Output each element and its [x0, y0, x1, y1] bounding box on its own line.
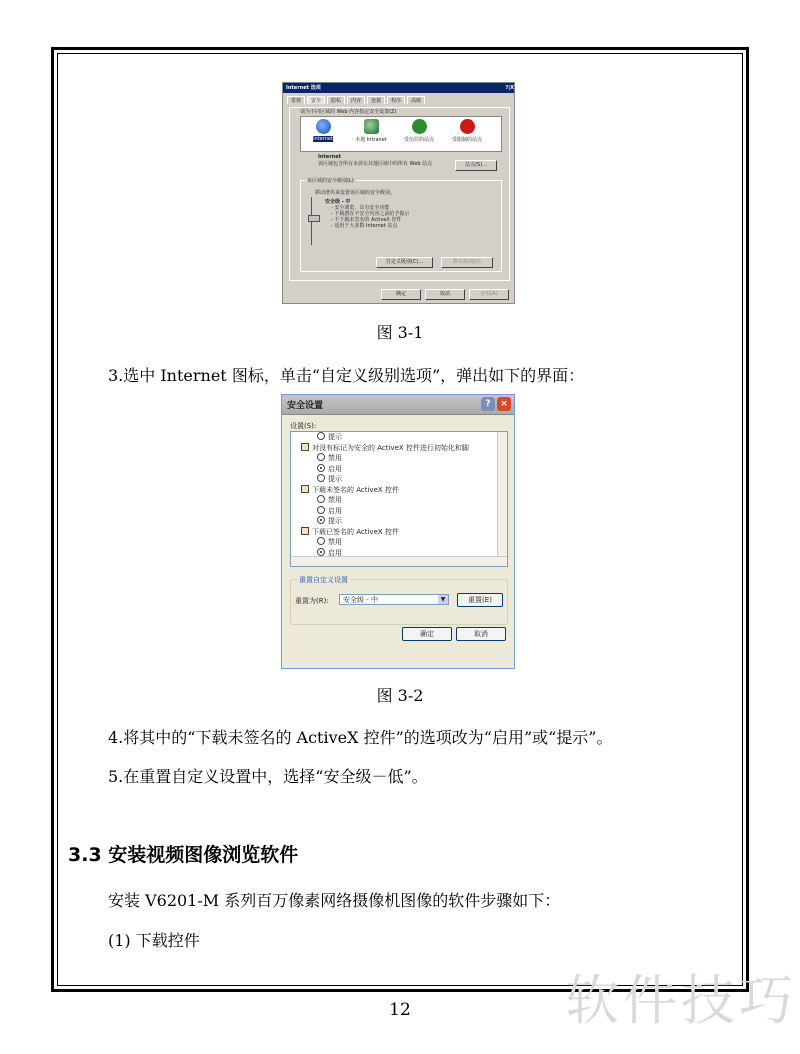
vertical-scrollbar[interactable]: [497, 432, 507, 556]
zone-trusted-sites[interactable]: [401, 119, 437, 143]
setting-icon: [301, 485, 309, 493]
reset-level-select[interactable]: [339, 594, 449, 605]
globe-icon: [316, 119, 331, 134]
list-item-label: 启用: [328, 548, 342, 557]
radio-icon: [317, 432, 325, 440]
level-items: [331, 205, 409, 229]
radio-selected-icon: [317, 464, 325, 472]
settings-label: 设置(S):: [290, 422, 317, 430]
list-item-label: 对没有标记为安全的 ActiveX 控件进行初始化和脚: [312, 443, 469, 452]
local-intranet-icon: [364, 119, 379, 134]
zone-label: 受信任的站点: [403, 137, 434, 143]
reset-to-label: 重置为(R):: [295, 597, 329, 605]
radio-icon: [317, 537, 325, 545]
list-item-1: (1) 下载控件: [108, 931, 200, 950]
list-item-label: 提示: [328, 475, 342, 483]
zone-label: 本地 Intranet: [355, 137, 387, 143]
security-settings-dialog: [281, 394, 515, 669]
apply-button[interactable]: 应用(A): [469, 289, 509, 300]
close-icon[interactable]: ×: [497, 397, 511, 411]
level-group-title: 该区域的安全级别(L): [307, 178, 354, 184]
tab-privacy[interactable]: 隐私: [327, 96, 345, 104]
cancel-button[interactable]: 取消: [425, 289, 465, 300]
title-buttons: [481, 397, 511, 411]
help-icon[interactable]: ?: [481, 397, 495, 411]
level-hint: 移动滑块来设置该区域的安全级别。: [315, 190, 396, 196]
tab-security[interactable]: 安全: [307, 96, 325, 104]
list-item[interactable]: [291, 464, 507, 475]
step-4-text: 4.将其中的“下载未签名的 ActiveX 控件”的选项改为“启用”或“提示”。: [108, 728, 613, 747]
level-item: - 不下载未签名的 ActiveX 控件: [331, 217, 402, 223]
list-item-label: 下载未签名的 ActiveX 控件: [312, 485, 399, 494]
page-number: 12: [389, 1000, 411, 1020]
reset-level-value: 安全级 - 中: [343, 596, 378, 604]
list-item-label: 禁用: [328, 454, 342, 462]
list-item-label: 启用: [328, 506, 342, 515]
tab-programs[interactable]: 程序: [387, 96, 405, 104]
default-level-button[interactable]: 默认级别(D): [441, 257, 493, 268]
setting-icon: [301, 443, 309, 451]
figure-caption-3-2: 图 3-2: [376, 686, 424, 705]
zone-list: [300, 116, 502, 152]
list-item[interactable]: [291, 506, 507, 517]
radio-selected-icon: [317, 548, 325, 556]
intro-text: 安装 V6201-M 系列百万像素网络摄像机图像的软件步骤如下：: [108, 891, 561, 910]
radio-selected-icon: [317, 516, 325, 524]
list-item-label: 下载已签名的 ActiveX 控件: [312, 527, 399, 536]
list-item[interactable]: [291, 432, 507, 443]
sites-button[interactable]: 站点(S)...: [455, 160, 497, 171]
security-level-group: [300, 180, 502, 272]
list-item-label: 禁用: [328, 496, 342, 504]
dialog-title: Internet 选项: [286, 85, 321, 91]
watermark: 软件技巧: [565, 969, 797, 1032]
title-buttons[interactable]: ?|X: [505, 85, 514, 91]
tab-content[interactable]: 内容: [347, 96, 365, 104]
ok-button[interactable]: 确定: [402, 627, 452, 641]
step-5-text: 5.在重置自定义设置中，选择“安全级－低”。: [108, 767, 428, 786]
dialog-title-bar: [282, 395, 514, 415]
trusted-sites-icon: [412, 119, 427, 134]
tab-general[interactable]: 常规: [287, 96, 305, 104]
level-slider-thumb[interactable]: [308, 215, 320, 222]
level-item: - 适用于大多数 Internet 站点: [331, 223, 398, 229]
reset-group: [290, 576, 508, 625]
zone-desc: 该区域包含所有未放在其他区域中的所有 Web 站点: [318, 161, 433, 167]
zone-label: Internet: [313, 136, 333, 142]
radio-icon: [317, 495, 325, 503]
step-3-text: 3.选中 Internet 图标，单击“自定义级别选项”，弹出如下的界面：: [108, 366, 585, 385]
figure-caption-3-1: 图 3-1: [376, 323, 424, 342]
zone-restricted-sites[interactable]: [449, 119, 485, 143]
dialog-title: 安全设置: [287, 401, 324, 411]
radio-icon: [317, 453, 325, 461]
ok-button[interactable]: 确定: [381, 289, 421, 300]
zone-internet[interactable]: [305, 119, 341, 142]
horizontal-scrollbar[interactable]: [291, 556, 507, 566]
list-item[interactable]: [291, 495, 507, 506]
list-item-label: 禁用: [328, 538, 342, 546]
zone-local-intranet[interactable]: [353, 119, 389, 143]
tab-bar: [283, 93, 514, 104]
security-tab-panel: [289, 107, 510, 281]
radio-icon: [317, 474, 325, 482]
settings-list[interactable]: [290, 431, 508, 567]
level-item: - 安全浏览，具有安全功能: [331, 205, 390, 211]
zone-label: 受限制的站点: [451, 137, 482, 143]
list-item[interactable]: [291, 516, 507, 527]
zone-prompt: 请为不同区域的 Web 内容指定安全设置(Z): [300, 109, 397, 115]
chevron-down-icon[interactable]: ▼: [438, 595, 448, 604]
level-item: - 下载潜在不安全内容之前给予提示: [331, 211, 410, 217]
tab-advanced[interactable]: 高级: [407, 96, 425, 104]
list-item[interactable]: [291, 537, 507, 548]
list-item-label: 提示: [328, 433, 342, 441]
list-item[interactable]: [291, 443, 507, 454]
tab-connections[interactable]: 连接: [367, 96, 385, 104]
level-name: 安全级 - 中: [325, 199, 351, 205]
list-item[interactable]: [291, 474, 507, 485]
radio-icon: [317, 506, 325, 514]
zone-name: Internet: [318, 154, 342, 160]
list-item[interactable]: [291, 527, 507, 538]
custom-level-button[interactable]: 自定义级别(C)...: [376, 257, 433, 268]
section-heading: 3.3 安装视频图像浏览软件: [68, 844, 299, 866]
cancel-button[interactable]: 取消: [456, 627, 506, 641]
restricted-sites-icon: [460, 119, 475, 134]
reset-group-title: 重置自定义设置: [299, 576, 348, 584]
dialog-title-bar: [283, 83, 514, 93]
list-item-label: 启用: [328, 464, 342, 473]
setting-icon: [301, 527, 309, 535]
internet-options-dialog: [282, 82, 515, 304]
reset-button[interactable]: 重置(E): [457, 593, 503, 607]
list-item[interactable]: [291, 485, 507, 496]
list-item[interactable]: [291, 453, 507, 464]
list-item-label: 提示: [328, 517, 342, 525]
